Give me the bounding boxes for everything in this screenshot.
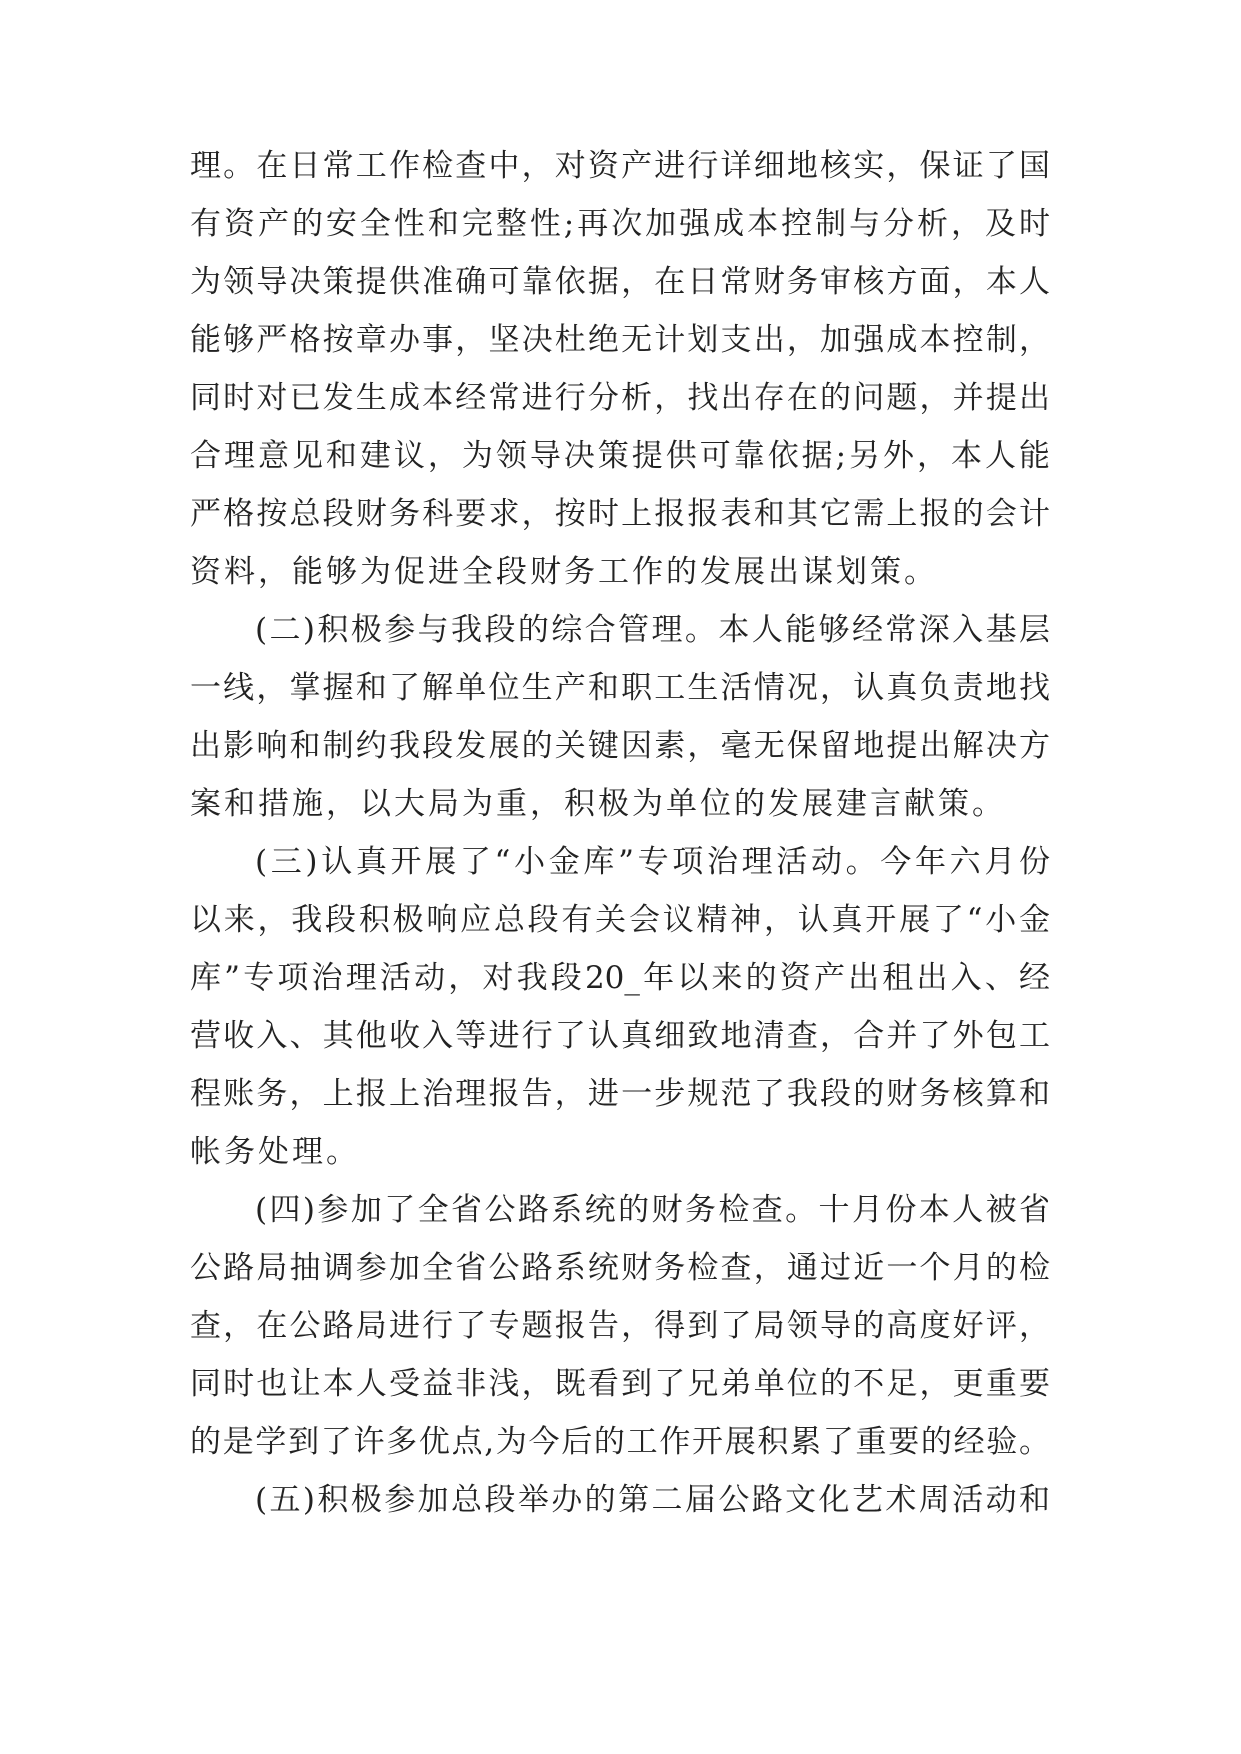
text-line: 的是学到了许多优点,为今后的工作开展积累了重要的经验。	[190, 1424, 1050, 1460]
text-line: 案和措施，以大局为重，积极为单位的发展建言献策。	[190, 786, 1006, 822]
paragraph-start-line: (三)认真开展了“小金库”专项治理活动。今年六月份	[255, 844, 1050, 880]
text-line: 以来，我段积极响应总段有关会议精神，认真开展了“小金	[190, 902, 1050, 938]
text-line: 理。在日常工作检查中，对资产进行详细地核实，保证了国	[190, 148, 1050, 184]
text-line: 出影响和制约我段发展的关键因素，毫无保留地提出解决方	[190, 728, 1050, 764]
paragraph-start-line: (二)积极参与我段的综合管理。本人能够经常深入基层	[255, 612, 1050, 648]
text-line: 帐务处理。	[190, 1134, 360, 1170]
text-line: 同时也让本人受益非浅，既看到了兄弟单位的不足，更重要	[190, 1366, 1050, 1402]
text-line: 有资产的安全性和完整性;再次加强成本控制与分析，及时	[190, 206, 1050, 242]
text-line: 查，在公路局进行了专题报告，得到了局领导的高度好评，	[190, 1308, 1050, 1344]
text-line: 同时对已发生成本经常进行分析，找出存在的问题，并提出	[190, 380, 1050, 416]
paragraph-start-line: (五)积极参加总段举办的第二届公路文化艺术周活动和	[255, 1482, 1050, 1518]
text-line: 能够严格按章办事，坚决杜绝无计划支出，加强成本控制，	[190, 322, 1050, 358]
text-line: 合理意见和建议，为领导决策提供可靠依据;另外，本人能	[190, 438, 1050, 474]
text-line: 库”专项治理活动，对我段20_年以来的资产出租出入、经	[190, 960, 1050, 996]
text-line: 营收入、其他收入等进行了认真细致地清查，合并了外包工	[190, 1018, 1050, 1054]
text-line: 资料，能够为促进全段财务工作的发展出谋划策。	[190, 554, 938, 590]
text-line: 一线，掌握和了解单位生产和职工生活情况，认真负责地找	[190, 670, 1050, 706]
text-line: 严格按总段财务科要求，按时上报报表和其它需上报的会计	[190, 496, 1050, 532]
paragraph-start-line: (四)参加了全省公路系统的财务检查。十月份本人被省	[255, 1192, 1050, 1228]
text-line: 为领导决策提供准确可靠依据，在日常财务审核方面，本人	[190, 264, 1050, 300]
text-line: 程账务，上报上治理报告，进一步规范了我段的财务核算和	[190, 1076, 1050, 1112]
text-line: 公路局抽调参加全省公路系统财务检查，通过近一个月的检	[190, 1250, 1050, 1286]
